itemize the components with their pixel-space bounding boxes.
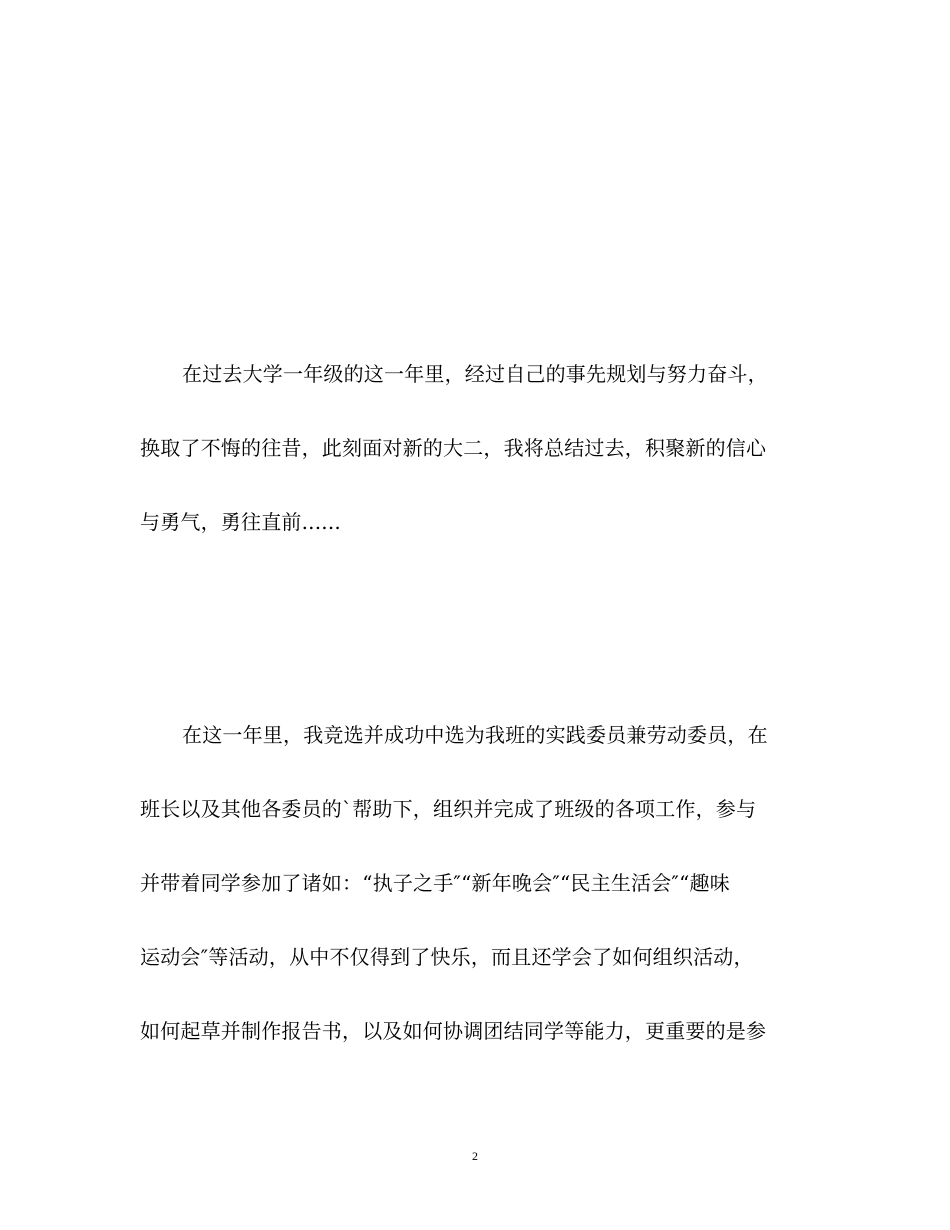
paragraph-1-line-3: 与勇气，勇往直前......	[140, 510, 341, 534]
paragraph-2-line-2: 班长以及其他各委员的`帮助下，组织并完成了班级的各项工作，参与	[140, 797, 757, 821]
paragraph-1-line-1: 在过去大学一年级的这一年里，经过自己的事先规划与努力奋斗，	[182, 362, 768, 386]
paragraph-2-line-4: 运动会″等活动，从中不仅得到了快乐，而且还学会了如何组织活动，	[140, 945, 754, 969]
paragraph-2-line-1: 在这一年里，我竞选并成功中选为我班的实践委员兼劳动委员，在	[182, 723, 768, 747]
page-number: 2	[472, 1149, 478, 1163]
paragraph-2-line-5: 如何起草并制作报告书，以及如何协调团结同学等能力，更重要的是参	[140, 1019, 767, 1043]
paragraph-1-line-2: 换取了不悔的往昔，此刻面对新的大二，我将总结过去，积聚新的信心	[140, 436, 767, 460]
paragraph-2-line-3: 并带着同学参加了诸如：“执子之手″“新年晚会″“民主生活会″“趣味	[140, 871, 730, 895]
